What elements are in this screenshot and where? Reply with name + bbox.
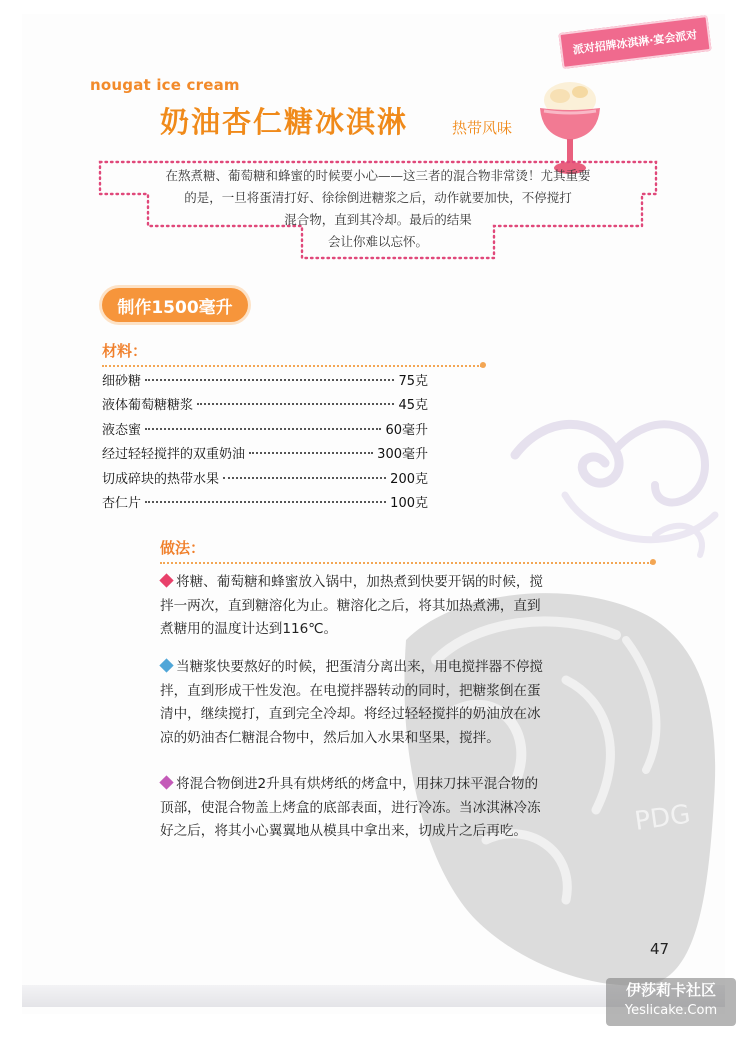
step-line: 顶部，使混合物盖上烤盒的底部表面，进行冷冻。当冰淇淋冷冻 [160, 799, 541, 816]
leader-dots [145, 428, 381, 430]
ingredient-row [102, 492, 428, 516]
step-line: 好之后，将其小心翼翼地从模具中拿出来，切成片之后再吃。 [160, 823, 528, 839]
step-line: 煮糖用的温度计达到116℃。 [160, 621, 338, 637]
step-3-diamond-icon [159, 775, 173, 789]
leader-dots [249, 452, 373, 454]
method-heading: 做法： [160, 539, 206, 557]
ingredient-name: 切成碎块的热带水果 [102, 471, 220, 487]
ingredient-name: 液体葡萄糖糖浆 [102, 398, 194, 414]
watermark-seal-text: PDG [632, 799, 693, 837]
intro-line: 会让你难以忘怀。 [327, 234, 428, 249]
ingredient-row [102, 468, 428, 492]
ingredients-rule [102, 365, 482, 367]
ingredients-heading: 材料： [102, 342, 148, 360]
site-name: 伊莎莉卡社区 [625, 981, 716, 999]
method-step-2 [160, 656, 600, 750]
step-line: 清中，继续搅打，直到完全冷却。将经过轻轻搅拌的奶油放在冰 [160, 706, 541, 722]
site-watermark-badge [606, 978, 736, 1026]
step-1-diamond-icon [159, 573, 173, 587]
decorative-swirl-icon [505, 395, 725, 565]
method-step-3 [160, 773, 600, 844]
ingredient-name: 经过轻轻搅拌的双重奶油 [102, 447, 246, 463]
leader-dots [145, 379, 394, 381]
leader-dots [223, 477, 386, 479]
ingredient-name: 细砂糖 [102, 374, 142, 389]
leader-dots [145, 501, 386, 503]
step-line: 拌一两次，直到糖溶化为止。糖溶化之后，将其加热煮沸，直到 [160, 597, 541, 614]
method-step-1 [160, 571, 600, 642]
ingredient-quantity: 60毫升 [385, 422, 428, 438]
ingredient-name: 液态蜜 [102, 422, 142, 438]
yield-badge: 制作1500毫升 [102, 288, 248, 322]
ingredient-quantity: 75克 [398, 374, 428, 389]
step-line: 将糖、葡萄糖和蜂蜜放入锅中，加热煮到快要开锅的时候，搅 [176, 574, 544, 590]
leader-dots [197, 403, 394, 405]
ingredient-quantity: 300毫升 [377, 447, 428, 463]
ingredients-rule-dot [480, 362, 486, 368]
intro-line: 混合物，直到其冷却。最后的结果 [284, 212, 472, 227]
ingredient-row [102, 443, 428, 467]
step-line: 凉的奶油杏仁糖混合物中，然后加入水果和坚果，搅拌。 [160, 729, 500, 746]
ingredient-list [102, 370, 428, 516]
step-2-diamond-icon [159, 658, 173, 672]
page-subtitle: 热带风味 [452, 119, 513, 137]
step-line: 拌，直到形成干性发泡。在电搅拌器转动的同时，把糖浆倒在蛋 [160, 682, 541, 699]
ingredient-name: 杏仁片 [102, 495, 142, 511]
intro-text [98, 165, 658, 253]
ingredient-row [102, 370, 428, 394]
ingredient-quantity: 200克 [390, 471, 428, 487]
step-line: 将混合物倒进2升具有烘烤纸的烤盒中，用抹刀抹平混合物的 [176, 776, 539, 792]
ingredient-row [102, 419, 428, 443]
page-number: 47 [650, 940, 670, 958]
page-title: 奶油杏仁糖冰淇淋 [160, 105, 409, 139]
intro-line: 在熬煮糖、葡萄糖和蜂蜜的时候要小心——这三者的混合物非常烫！尤其重要 [165, 168, 591, 183]
ingredient-quantity: 45克 [398, 398, 428, 414]
step-line: 当糖浆快要熬好的时候，把蛋清分离出来，用电搅拌器不停搅 [176, 659, 544, 675]
site-url: Yeslicake.Com [624, 1003, 718, 1018]
title-english: nougat ice cream [90, 76, 240, 94]
method-rule-dot [650, 559, 656, 565]
method-rule [160, 562, 652, 564]
intro-line: 的是，一旦将蛋清打好、徐徐倒进糖浆之后，动作就要加快，不停搅打 [184, 190, 572, 205]
ingredient-row [102, 394, 428, 418]
category-tab: 派对招牌冰淇淋·宴会派对 [558, 15, 711, 69]
ingredient-quantity: 100克 [390, 495, 428, 511]
